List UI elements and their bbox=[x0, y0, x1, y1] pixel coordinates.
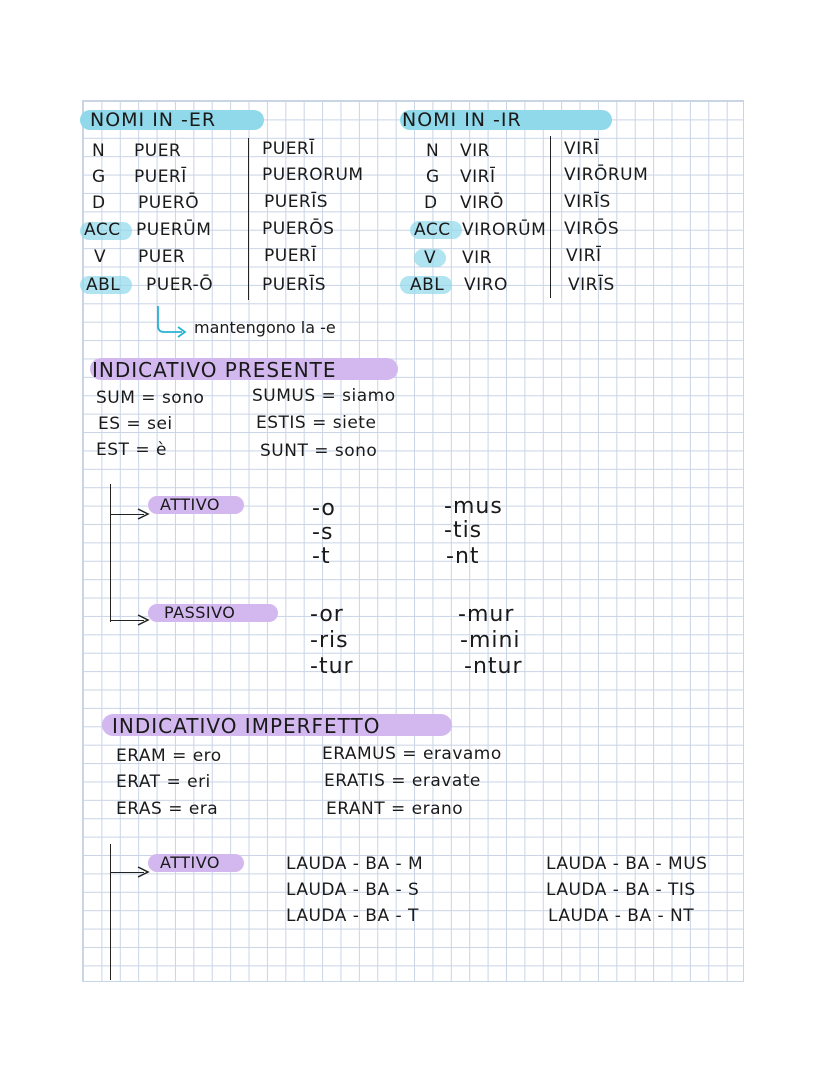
imperfetto-left-2: ERAS = era bbox=[116, 799, 219, 819]
presente-passivo-label: PASSIVO bbox=[164, 603, 236, 622]
er-sing-0: PUER bbox=[134, 141, 182, 161]
case-ir-3: ACC bbox=[414, 220, 451, 240]
case-ir-5: ABL bbox=[410, 275, 445, 295]
case-ir-0: N bbox=[426, 141, 440, 161]
ir-plur-4: VIRĪ bbox=[566, 246, 602, 266]
presente-left-1: ES = sei bbox=[98, 414, 173, 434]
imperfetto-right-2: ERANT = erano bbox=[326, 799, 464, 819]
er-plur-5: PUERĪS bbox=[262, 275, 327, 295]
er-sing-5: PUER-Ō bbox=[146, 275, 214, 295]
case-ir-4: V bbox=[424, 248, 437, 268]
presente-passivo-sing-2: -tur bbox=[310, 654, 354, 679]
er-plur-2: PUERĪS bbox=[264, 192, 329, 212]
presente-attivo-plur-0: -mus bbox=[444, 494, 503, 519]
er-sing-4: PUER bbox=[138, 247, 186, 267]
title-imperfetto: INDICATIVO IMPERFETTO bbox=[112, 714, 381, 738]
case-er-1: G bbox=[92, 167, 106, 187]
presente-passivo-plur-0: -mur bbox=[458, 602, 515, 627]
case-er-0: N bbox=[92, 141, 106, 161]
ir-sing-0: VIR bbox=[460, 141, 490, 161]
er-plur-0: PUERĪ bbox=[262, 139, 315, 159]
case-er-4: V bbox=[94, 247, 107, 267]
presente-right-1: ESTIS = siete bbox=[256, 413, 377, 433]
presente-right-2: SUNT = sono bbox=[260, 441, 378, 461]
title-nomi-ir: NOMI IN -IR bbox=[402, 109, 522, 131]
presente-passivo-sing-0: -or bbox=[310, 602, 344, 627]
case-er-3: ACC bbox=[84, 220, 121, 240]
presente-left-2: EST = è bbox=[96, 440, 167, 460]
case-er-5: ABL bbox=[86, 275, 121, 295]
presente-attivo-plur-2: -nt bbox=[446, 544, 480, 569]
imperfetto-sing-0: LAUDA - BA - M bbox=[286, 854, 424, 874]
er-sing-2: PUERŌ bbox=[138, 193, 200, 213]
ir-sing-5: VIRO bbox=[464, 275, 508, 295]
case-ir-2: D bbox=[424, 193, 438, 213]
ir-plur-3: VIRŌS bbox=[564, 219, 620, 239]
presente-left-0: SUM = sono bbox=[96, 388, 205, 408]
presente-passivo-sing-1: -ris bbox=[310, 628, 349, 653]
case-ir-1: G bbox=[426, 167, 440, 187]
er-sing-3: PUERŪM bbox=[136, 220, 212, 240]
imperfetto-right-0: ERAMUS = eravamo bbox=[322, 744, 502, 764]
presente-passivo-plur-1: -mini bbox=[460, 628, 521, 653]
ir-sing-1: VIRĪ bbox=[460, 167, 496, 187]
presente-passivo-plur-2: -ntur bbox=[464, 654, 523, 679]
ir-sing-3: VIRORŪM bbox=[462, 220, 547, 240]
er-sing-1: PUERĪ bbox=[134, 167, 187, 187]
title-nomi-er: NOMI IN -ER bbox=[90, 109, 217, 131]
imperfetto-left-0: ERAM = ero bbox=[116, 746, 222, 766]
er-plur-1: PUERORUM bbox=[262, 165, 364, 185]
imperfetto-plur-2: LAUDA - BA - NT bbox=[548, 906, 695, 926]
ir-plur-1: VIRŌRUM bbox=[564, 165, 649, 185]
imperfetto-attivo-label: ATTIVO bbox=[160, 853, 220, 872]
note-mantengono: mantengono la -e bbox=[194, 318, 336, 337]
presente-attivo-sing-2: -t bbox=[312, 544, 331, 569]
imperfetto-sing-1: LAUDA - BA - S bbox=[286, 880, 420, 900]
presente-attivo-sing-0: -o bbox=[312, 496, 336, 521]
ir-plur-2: VIRĪS bbox=[564, 192, 611, 212]
presente-right-0: SUMUS = siamo bbox=[252, 386, 396, 406]
title-presente: INDICATIVO PRESENTE bbox=[92, 358, 337, 382]
case-er-2: D bbox=[92, 193, 106, 213]
imperfetto-right-1: ERATIS = eravate bbox=[324, 771, 481, 791]
imperfetto-left-1: ERAT = eri bbox=[116, 772, 211, 792]
ir-plur-0: VIRĪ bbox=[564, 139, 600, 159]
er-plur-3: PUERŌS bbox=[262, 219, 335, 239]
imperfetto-plur-0: LAUDA - BA - MUS bbox=[546, 854, 708, 874]
presente-attivo-sing-1: -s bbox=[312, 520, 334, 545]
ir-sing-4: VIR bbox=[462, 248, 492, 268]
ir-sing-2: VIRŌ bbox=[460, 193, 504, 213]
presente-attivo-plur-1: -tis bbox=[444, 518, 483, 543]
ir-plur-5: VIRĪS bbox=[568, 275, 615, 295]
er-plur-4: PUERĪ bbox=[264, 246, 317, 266]
imperfetto-plur-1: LAUDA - BA - TIS bbox=[546, 880, 696, 900]
presente-attivo-label: ATTIVO bbox=[160, 495, 220, 514]
imperfetto-sing-2: LAUDA - BA - T bbox=[286, 906, 419, 926]
